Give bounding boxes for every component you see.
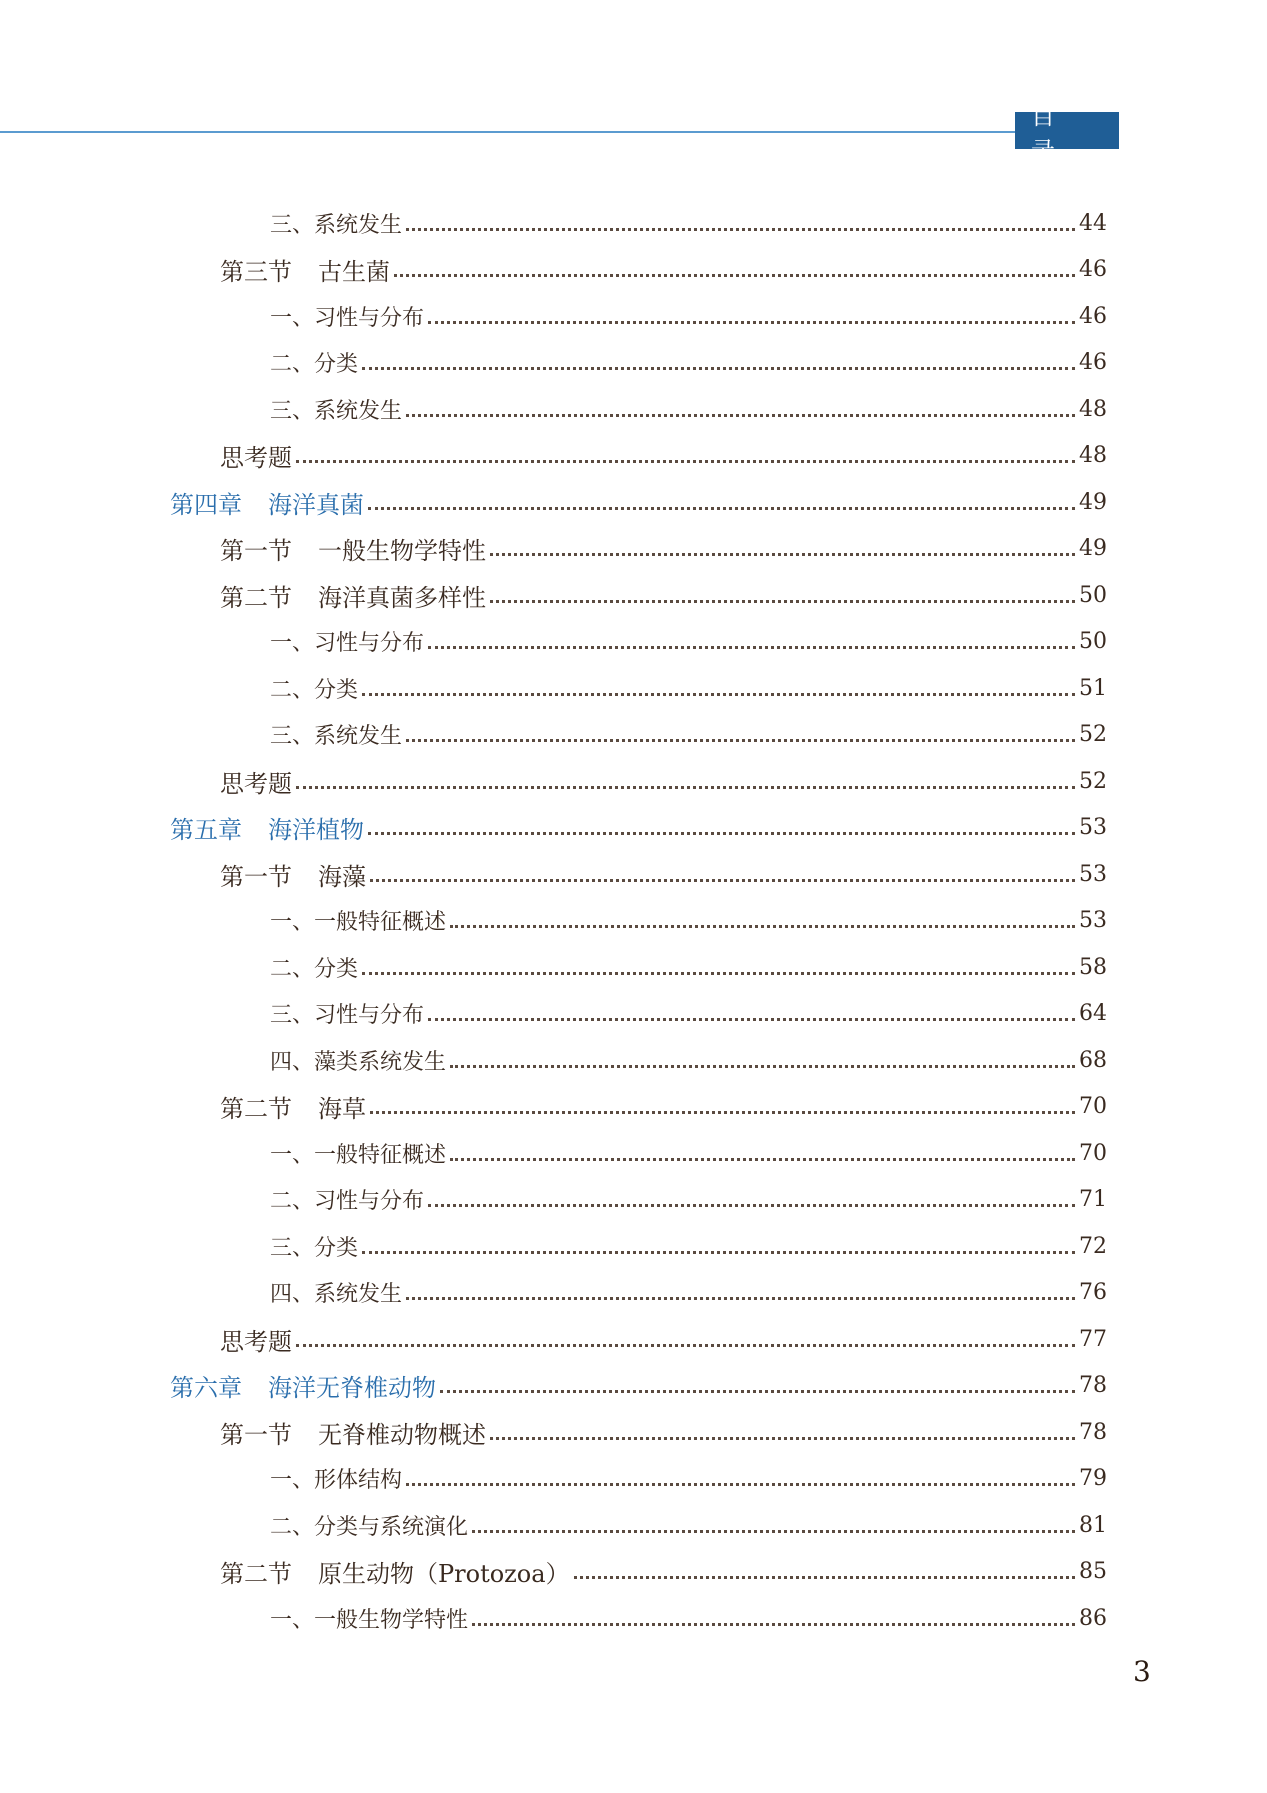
- toc-number: 第一节: [220, 862, 292, 891]
- toc-section[interactable]: [220, 763, 1107, 799]
- toc-subsection[interactable]: [270, 1275, 1107, 1311]
- toc-title: 一、一般特征概述: [270, 910, 447, 935]
- section-tab: [1015, 101, 1119, 165]
- toc-title: 二、分类: [270, 677, 359, 703]
- toc-leader-dots: [406, 739, 1075, 742]
- toc-subsection[interactable]: [270, 624, 1107, 660]
- toc-leader-dots: [490, 1437, 1075, 1440]
- toc-title: 海洋真菌多样性: [318, 583, 486, 612]
- toc-page-number: 53: [1079, 861, 1107, 887]
- toc-leader-dots: [394, 274, 1075, 277]
- toc-page-number: 49: [1079, 536, 1107, 561]
- toc-leader-dots: [428, 1018, 1075, 1021]
- toc-leader-dots: [428, 646, 1075, 649]
- toc-subsection[interactable]: [270, 1182, 1107, 1218]
- toc-page-number: 71: [1079, 1187, 1107, 1212]
- toc-title: 海洋植物: [268, 816, 364, 844]
- toc-number: 第二节: [220, 583, 292, 612]
- toc-title: 海藻: [318, 862, 366, 891]
- toc-subsection[interactable]: [270, 1600, 1107, 1636]
- toc-leader-dots: [370, 879, 1075, 882]
- toc-page-number: 70: [1079, 1094, 1107, 1119]
- toc-title: 一、习性与分布: [270, 631, 425, 656]
- toc-title: 二、分类: [270, 352, 359, 377]
- toc-subsection[interactable]: [270, 205, 1107, 241]
- toc-title: 海草: [318, 1095, 366, 1123]
- toc-title: 三、分类: [270, 1235, 359, 1261]
- toc-number: 第一节: [220, 1420, 292, 1449]
- toc-page-number: 53: [1079, 908, 1107, 933]
- toc-leader-dots: [296, 460, 1075, 463]
- toc-page-number: 68: [1079, 1047, 1107, 1073]
- toc-subsection[interactable]: [270, 391, 1107, 427]
- toc-title: 思考题: [220, 769, 292, 798]
- toc-leader-dots: [362, 1251, 1075, 1254]
- toc-page-number: 70: [1079, 1140, 1107, 1166]
- toc-page-number: 58: [1079, 954, 1107, 980]
- toc-page-number: 48: [1079, 396, 1107, 422]
- toc-subsection[interactable]: [270, 1042, 1107, 1078]
- toc-leader-dots: [490, 553, 1075, 556]
- toc-leader-dots: [574, 1576, 1075, 1579]
- toc-section[interactable]: [220, 1554, 1107, 1590]
- toc-section[interactable]: [220, 577, 1107, 613]
- toc-leader-dots: [472, 1623, 1075, 1626]
- toc-page-number: 50: [1079, 629, 1107, 654]
- toc-title: 原生动物（Protozoa）: [318, 1560, 570, 1588]
- toc-subsection[interactable]: [270, 1507, 1107, 1543]
- toc-title: 一、一般特征概述: [270, 1142, 447, 1168]
- toc-leader-dots: [406, 228, 1075, 231]
- toc-title: 思考题: [220, 444, 292, 472]
- toc-page-number: 81: [1079, 1512, 1107, 1538]
- toc-page-number: 46: [1079, 303, 1107, 329]
- toc-number: 第五章: [170, 816, 242, 844]
- toc-leader-dots: [406, 414, 1075, 417]
- toc-number: 第一节: [220, 537, 292, 565]
- toc-number: 第六章: [170, 1374, 242, 1402]
- toc-title: 海洋无脊椎动物: [268, 1374, 436, 1402]
- toc-leader-dots: [370, 1111, 1075, 1114]
- toc-title: 二、分类: [270, 956, 359, 982]
- toc-page-number: 77: [1079, 1326, 1107, 1352]
- toc-title: 三、习性与分布: [270, 1003, 425, 1028]
- toc-leader-dots: [406, 1483, 1075, 1486]
- toc-page-number: 53: [1079, 815, 1107, 840]
- toc-leader-dots: [362, 693, 1075, 696]
- toc-title: 思考题: [220, 1327, 292, 1356]
- toc-number: 第二节: [220, 1560, 292, 1588]
- toc-page-number: 78: [1079, 1373, 1107, 1398]
- toc-page-number: 49: [1079, 489, 1107, 515]
- toc-title: 三、系统发生: [270, 212, 403, 238]
- toc-leader-dots: [406, 1297, 1075, 1300]
- toc-number: 第二节: [220, 1095, 292, 1123]
- toc-page-number: 78: [1079, 1419, 1107, 1445]
- toc-leader-dots: [450, 925, 1075, 928]
- toc-page-number: 85: [1079, 1559, 1107, 1584]
- toc-title: 无脊椎动物概述: [318, 1420, 486, 1449]
- toc-title: 三、系统发生: [270, 724, 403, 749]
- toc-subsection[interactable]: [270, 1228, 1107, 1264]
- toc-leader-dots: [428, 1204, 1075, 1207]
- toc-subsection[interactable]: [270, 717, 1107, 753]
- toc-subsection[interactable]: [270, 949, 1107, 985]
- toc-title: 四、系统发生: [270, 1282, 403, 1307]
- toc-leader-dots: [490, 600, 1075, 603]
- toc-page-number: 50: [1079, 582, 1107, 608]
- toc-number: 第三节: [220, 258, 292, 286]
- toc-number: 第四章: [170, 490, 242, 519]
- toc-title: 四、藻类系统发生: [270, 1049, 447, 1075]
- toc-subsection[interactable]: [270, 1135, 1107, 1171]
- toc-leader-dots: [296, 1344, 1075, 1347]
- toc-subsection[interactable]: [270, 345, 1107, 381]
- toc-title: 一、形体结构: [270, 1468, 403, 1493]
- toc-page-number: 64: [1079, 1001, 1107, 1026]
- toc-page-number: 86: [1079, 1605, 1107, 1631]
- toc-page-number: 79: [1079, 1466, 1107, 1491]
- toc-subsection[interactable]: [270, 298, 1107, 334]
- toc-page-number: 52: [1079, 722, 1107, 747]
- toc-page-number: 48: [1079, 443, 1107, 468]
- toc-title: 古生菌: [318, 258, 390, 286]
- toc-leader-dots: [440, 1390, 1075, 1393]
- toc-subsection[interactable]: [270, 670, 1107, 706]
- toc-title: 一般生物学特性: [318, 537, 486, 565]
- toc-leader-dots: [428, 321, 1075, 324]
- page-number: 3: [1133, 1655, 1151, 1688]
- toc-section[interactable]: [220, 1414, 1107, 1450]
- toc-title: 一、习性与分布: [270, 305, 425, 331]
- toc-section[interactable]: [220, 856, 1107, 892]
- toc-section[interactable]: [220, 1089, 1107, 1125]
- toc-title: 海洋真菌: [268, 490, 364, 519]
- toc-leader-dots: [368, 507, 1075, 510]
- toc-subsection[interactable]: [270, 1461, 1107, 1497]
- toc-title: 二、分类与系统演化: [270, 1514, 469, 1540]
- toc-page-number: 46: [1079, 350, 1107, 375]
- toc-subsection[interactable]: [270, 996, 1107, 1032]
- toc-leader-dots: [296, 786, 1075, 789]
- toc-title: 一、一般生物学特性: [270, 1607, 469, 1633]
- toc-leader-dots: [450, 1065, 1075, 1068]
- toc-section[interactable]: [220, 531, 1107, 567]
- toc-leader-dots: [368, 832, 1075, 835]
- toc-chapter[interactable]: [170, 484, 1107, 520]
- toc-leader-dots: [362, 367, 1075, 370]
- toc-leader-dots: [450, 1158, 1075, 1161]
- toc-page-number: 76: [1079, 1280, 1107, 1305]
- toc-page-number: 44: [1079, 210, 1107, 236]
- toc-chapter[interactable]: [170, 810, 1107, 846]
- toc-page-number: 51: [1079, 675, 1107, 701]
- toc-page-number: 46: [1079, 257, 1107, 282]
- toc-section[interactable]: [220, 1321, 1107, 1357]
- toc-chapter[interactable]: [170, 1368, 1107, 1404]
- section-tab-label: 目 录: [1031, 101, 1073, 165]
- toc-section[interactable]: [220, 252, 1107, 288]
- toc-leader-dots: [472, 1530, 1075, 1533]
- toc-subsection[interactable]: [270, 903, 1107, 939]
- toc-leader-dots: [362, 972, 1075, 975]
- toc-title: 三、系统发生: [270, 398, 403, 424]
- toc-page-number: 52: [1079, 768, 1107, 794]
- toc-title: 二、习性与分布: [270, 1189, 425, 1214]
- toc-page-number: 72: [1079, 1233, 1107, 1259]
- toc-section[interactable]: [220, 438, 1107, 474]
- header-rule: [0, 131, 1020, 133]
